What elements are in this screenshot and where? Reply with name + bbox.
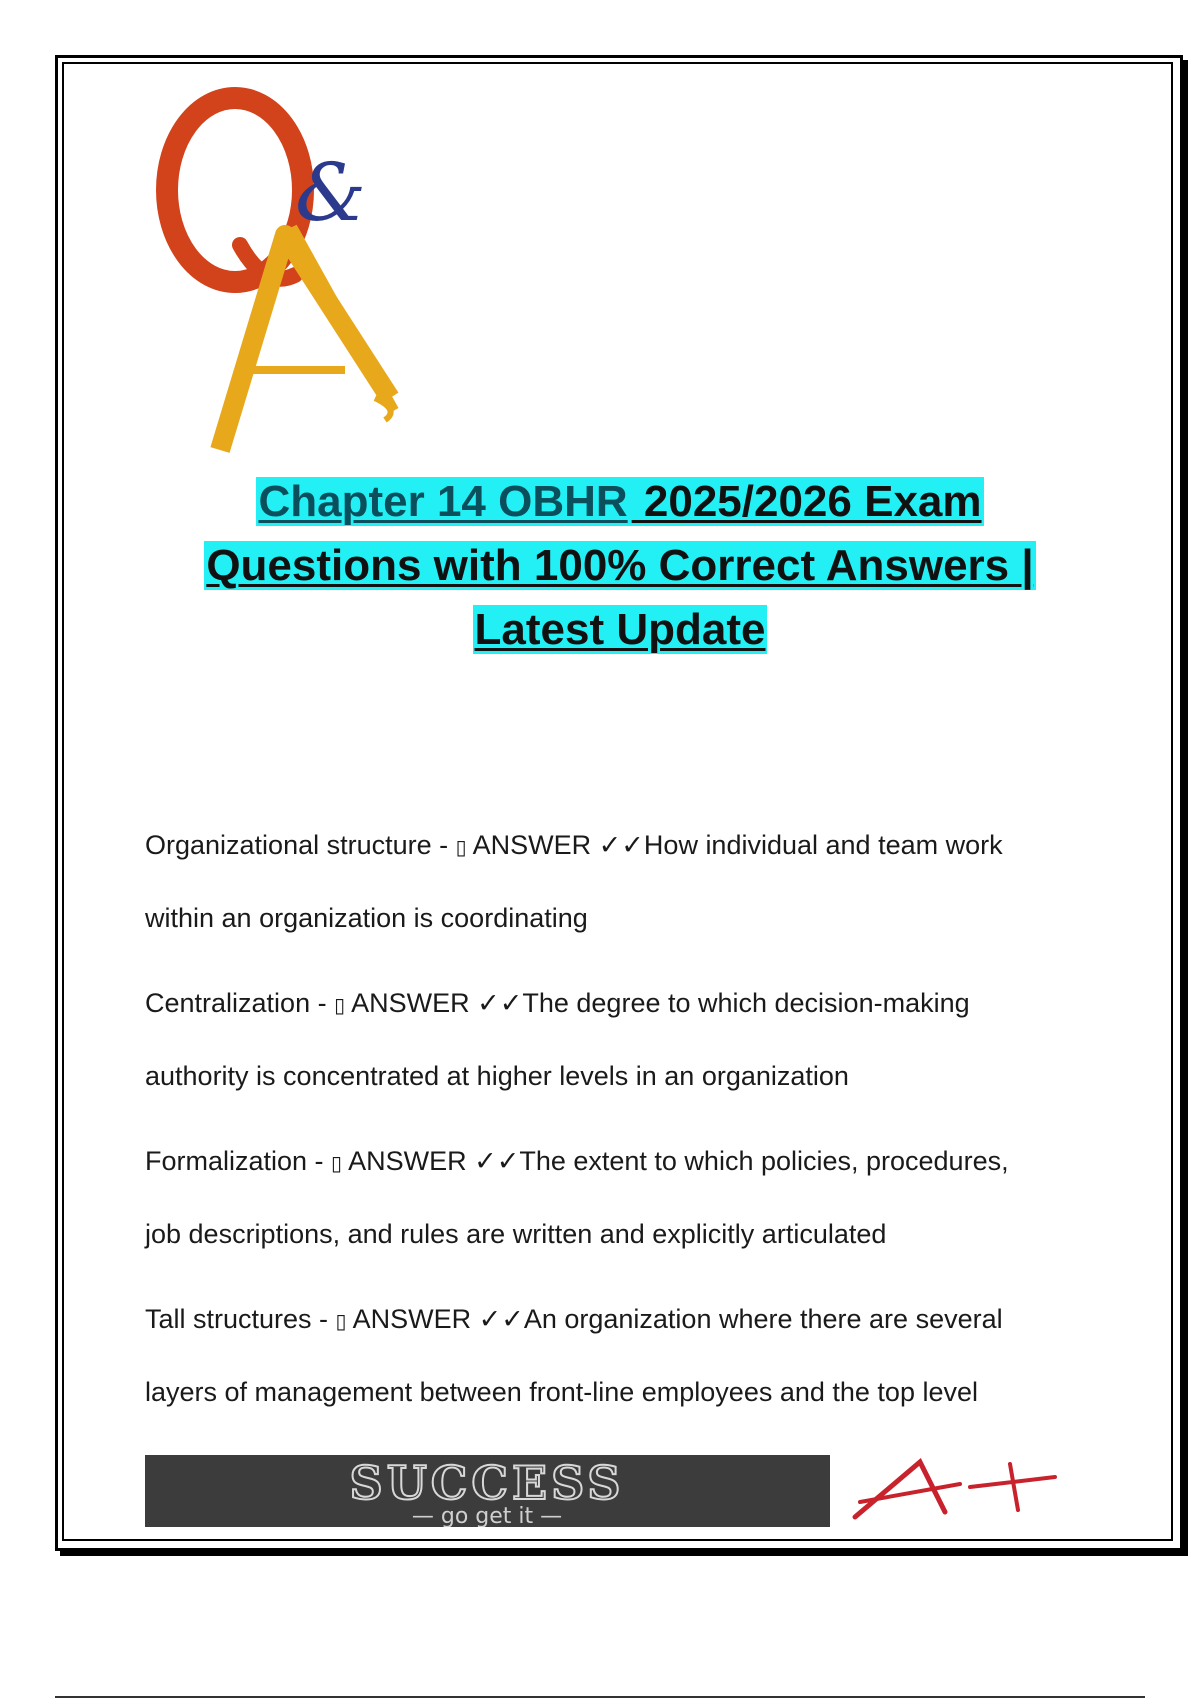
qa-item-centralization: Centralization - ▯ ANSWER ✓✓The degree to which decision-making authority is concentrated at higher levels in an organization [145,988,970,1091]
banner-word: SUCCESS [349,1456,625,1510]
svg-text:&: & [295,146,367,239]
title-line2: Questions with 100% Correct Answers | [206,541,1034,590]
box-icon: ▯ [331,1151,343,1175]
success-banner-image [145,1455,830,1527]
qa-item-formalization: Formalization - ▯ ANSWER ✓✓The extent to which policies, procedures, job descriptions, and rules are written and explicitly articulated [145,1146,1009,1249]
box-icon: ▯ [335,1309,347,1333]
box-icon: ▯ [334,993,346,1017]
qa-logo [145,80,435,465]
banner-tagline: — go get it — [411,1504,563,1527]
qa-item-organizational-structure: Organizational structure - ▯ ANSWER ✓✓How individual and team work within an organization is coordinating [145,830,1003,933]
title-line3: Latest Update [474,605,766,654]
qa-list [145,810,1065,1442]
title-line1-part1: Chapter 14 OBHR [258,477,628,526]
box-icon: ▯ [455,835,467,859]
a-plus-mark [850,1452,1060,1532]
document-title [100,470,1140,662]
title-line1-part2: 2025/2026 Exam [631,477,982,526]
footer-rule [55,1696,1145,1698]
qa-item-tall-structures: Tall structures - ▯ ANSWER ✓✓An organization where there are several layers of management between front-line employees and the top level [145,1304,1003,1407]
